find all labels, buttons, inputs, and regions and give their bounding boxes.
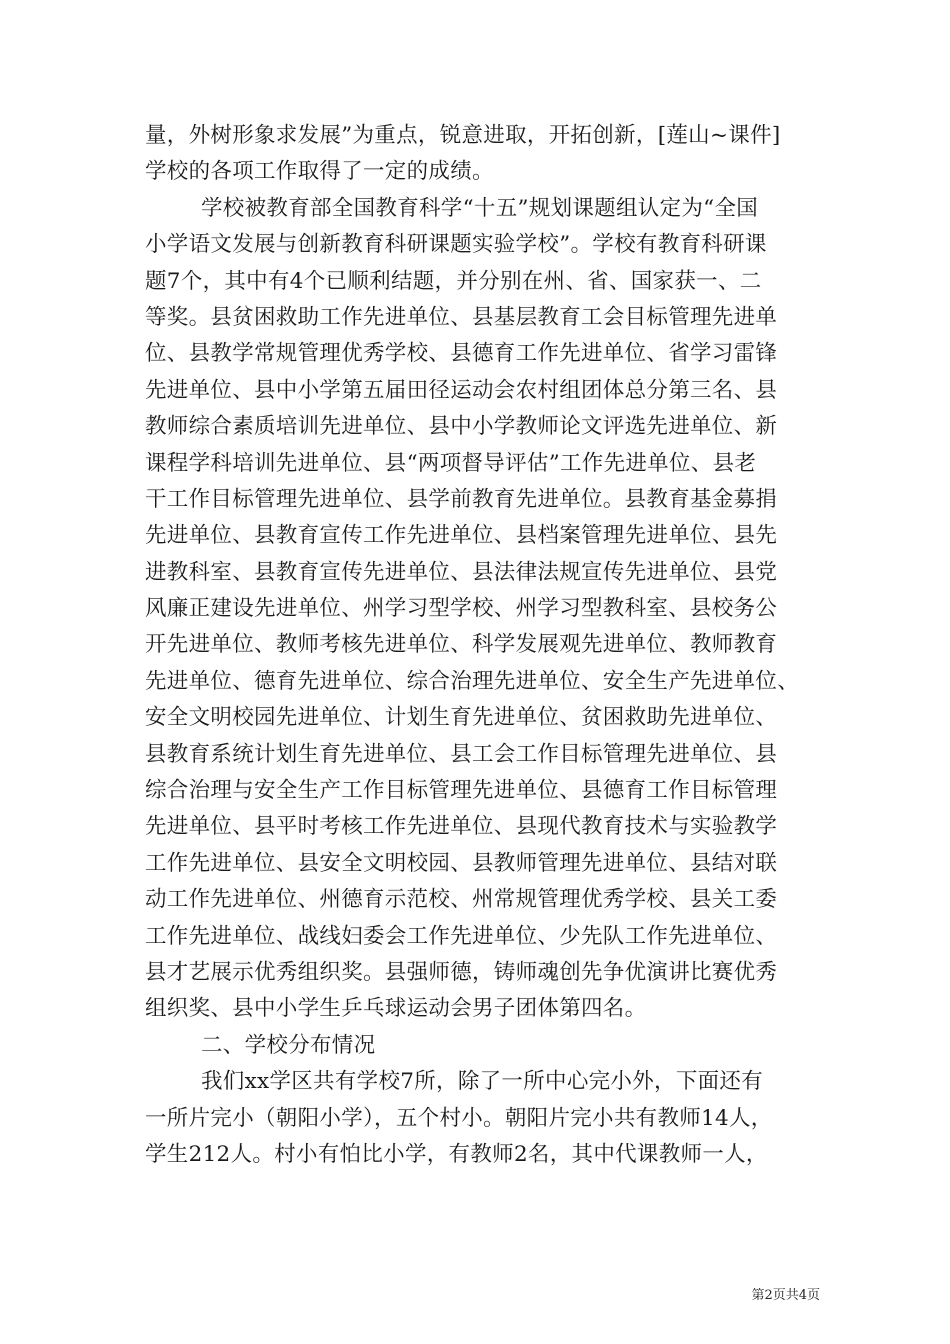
text-line: 安全文明校园先进单位、计划生育先进单位、贫困救助先进单位、 [145,705,778,731]
text-line: 量，外树形象求发展”为重点，锐意进取，开拓创新，[莲山~课件] [145,123,781,148]
text-line: 工作先进单位、战线妇委会工作先进单位、少先队工作先进单位、 [145,923,778,949]
text-line: 先进单位、县中小学第五届田径运动会农村组团体总分第三名、县 [145,377,778,403]
text-line: 干工作目标管理先进单位、县学前教育先进单位。县教育基金募捐 [145,486,778,512]
body-text [145,118,817,1173]
text-line: 先进单位、县平时考核工作先进单位、县现代教育技术与实验教学 [145,814,778,840]
text-line: 组织奖、县中小学生乒乓球运动会男子团体第四名。 [145,996,647,1022]
page-number-footer: 第2页共4页 [751,1288,820,1303]
text-line: 工作先进单位、县安全文明校园、县教师管理先进单位、县结对联 [145,850,778,876]
text-line: 风廉正建设先进单位、州学习型学校、州学习型教科室、县校务公 [145,596,778,622]
text-line: 综合治理与安全生产工作目标管理先进单位、县德育工作目标管理 [145,778,778,804]
text-line: 小学语文发展与创新教育科研课题实验学校”。学校有教育科研课 [145,232,767,258]
text-line: 开先进单位、教师考核先进单位、科学发展观先进单位、教师教育 [145,632,778,658]
text-line: 等奖。县贫困救助工作先进单位、县基层教育工会目标管理先进单 [145,304,778,330]
text-line: 题7个，其中有4个已顺利结题，并分别在州、省、国家获一、二 [145,268,762,294]
text-line: 进教科室、县教育宣传先进单位、县法律法规宣传先进单位、县党 [145,559,778,585]
text-line: 教师综合素质培训先进单位、县中小学教师论文评选先进单位、新 [145,414,778,440]
section-heading: 二、学校分布情况 [201,1032,376,1058]
text-line: 先进单位、德育先进单位、综合治理先进单位、安全生产先进单位、 [145,668,800,694]
paragraph-start-line: 我们xx学区共有学校7所，除了一所中心完小外，下面还有 [201,1069,764,1095]
text-line: 动工作先进单位、州德育示范校、州常规管理优秀学校、县关工委 [145,887,778,913]
text-line: 学校的各项工作取得了一定的成绩。 [145,159,494,185]
text-line: 县才艺展示优秀组织奖。县强师德，铸师魂创先争优演讲比赛优秀 [145,959,778,985]
text-line: 学生212人。村小有怕比小学，有教师2名，其中代课教师一人， [145,1141,768,1167]
paragraph-start-line: 学校被教育部全国教育科学“十五”规划课题组认定为“全国 [201,195,759,221]
text-line: 先进单位、县教育宣传工作先进单位、县档案管理先进单位、县先 [145,523,778,549]
text-line: 一所片完小（朝阳小学），五个村小。朝阳片完小共有教师14人， [145,1105,773,1131]
text-line: 课程学科培训先进单位、县“两项督导评估”工作先进单位、县老 [145,450,757,476]
text-line: 县教育系统计划生育先进单位、县工会工作目标管理先进单位、县 [145,741,778,767]
text-line: 位、县教学常规管理优秀学校、县德育工作先进单位、省学习雷锋 [145,341,778,367]
